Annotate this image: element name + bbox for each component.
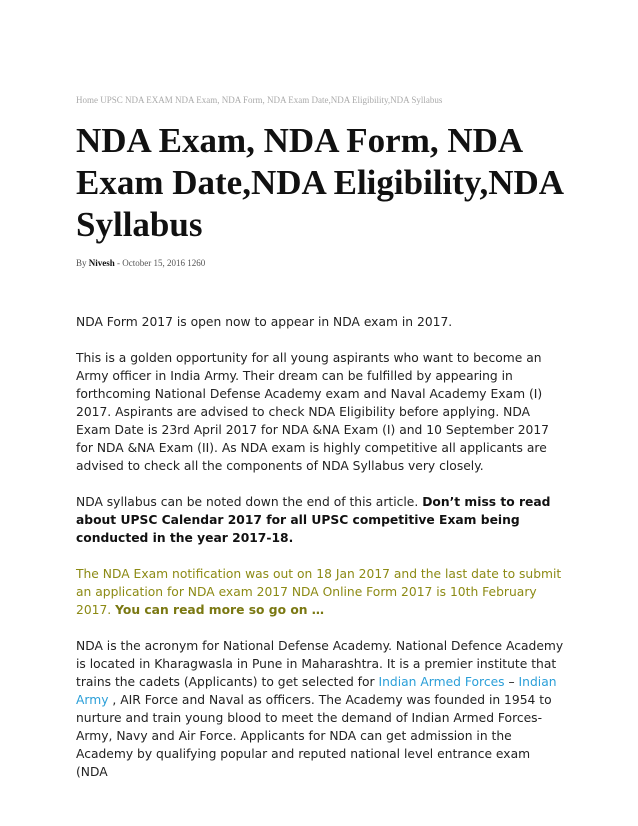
byline: [76, 258, 205, 268]
dont-miss-text-end: for all UPSC competitive Exam being conducted in the year 2017-18.: [76, 513, 520, 545]
paragraph-golden-opportunity: This is a golden opportunity for all young aspirants who want to become an Army officer in India Army. Their dream can be fulfilled by appearing in forthcoming National Defense Academy exam and Naval Academy Exam (I) 2017. Aspirants are advised to check NDA Eligibility before applying. NDA Exam Date is 23rd April 2017 for NDA &NA Exam (I) and 10 September 2017 for NDA &NA Exam (II). As NDA exam is highly competitive all applicants are advised to check all the components of NDA Syllabus very closely.: [76, 351, 549, 473]
author-link[interactable]: Nivesh: [88, 258, 115, 268]
read-more-link[interactable]: You can read more so go on …: [115, 603, 325, 617]
article-body: [76, 313, 564, 799]
byline-meta: - October 15, 2016 1260: [114, 258, 206, 268]
paragraph-syllabus-note: [76, 493, 564, 547]
notification-text: The NDA Exam notification was out on 18 Jan 2017 and the last date to submit an application for NDA exam 2017 NDA Online Form 2017 is 10th February 2017.: [76, 567, 562, 617]
link-separator: –: [504, 675, 519, 689]
paragraph-intro: NDA Form 2017 is open now to appear in NDA exam in 2017.: [76, 315, 453, 329]
article-title: NDA Exam, NDA Form, NDA Exam Date,NDA Eligibility,NDA Syllabus: [76, 121, 563, 244]
dont-miss-text: Don’t miss to read about: [76, 495, 551, 527]
upsc-calendar-link[interactable]: UPSC Calendar 2017: [120, 513, 262, 527]
byline-prefix: By: [76, 258, 89, 268]
indian-army-link[interactable]: Indian Army: [76, 675, 557, 707]
paragraph-nda-acronym: [76, 637, 564, 781]
paragraph-notification: [76, 565, 564, 619]
nda-academy-text: , AIR Force and Naval as officers. The Academy was founded in 1954 to nurture and train young blood to meet the demand of Indian Armed Forces-Army, Navy and Air Force. Applicants for NDA can get admission in the Academy by qualifying popular and reputed national level entrance exam (NDA: [76, 693, 552, 779]
breadcrumb[interactable]: Home UPSC NDA EXAM NDA Exam, NDA Form, NDA Exam Date,NDA Eligibility,NDA Syllabus: [76, 95, 443, 105]
indian-armed-forces-link[interactable]: Indian Armed Forces: [378, 675, 505, 689]
syllabus-note-text: NDA syllabus can be noted down the end of this article.: [76, 495, 423, 509]
nda-acronym-text: NDA is the acronym for National Defense Academy. National Defence Academy is located in Kharagwasla in Pune in Maharashtra. It is a premier institute that trains the cadets (Applicants) to get selected for: [76, 639, 564, 689]
